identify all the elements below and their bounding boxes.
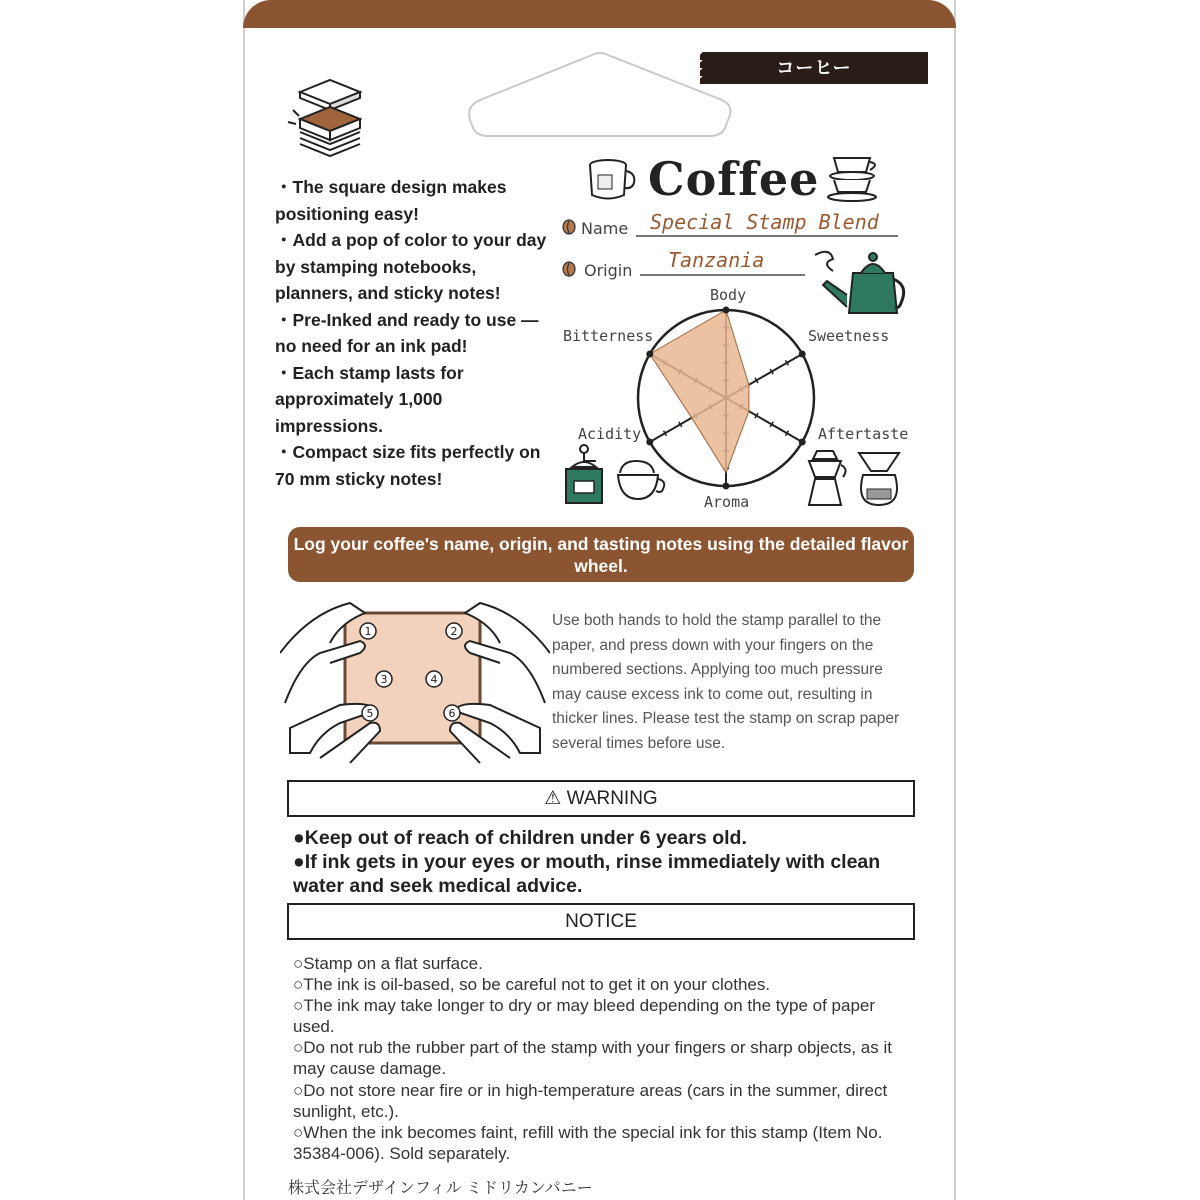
flavor-axis-end-dot <box>646 351 653 358</box>
finger-position-number: 3 <box>380 673 388 686</box>
axis-label-body: Body <box>710 286 747 304</box>
feature-item: ・Add a pop of color to your day by stamping notebooks, planners, and sticky notes! <box>275 230 547 303</box>
axis-label-acidity: Acidity <box>578 425 642 443</box>
flavor-axis-end-dot <box>799 351 806 358</box>
axis-label-bitterness: Bitterness <box>563 327 654 345</box>
moka-pot-and-dripper-icon <box>803 447 908 509</box>
axis-label-aftertaste: Aftertaste <box>818 425 909 443</box>
name-underline <box>636 235 898 237</box>
feature-item: ・The square design makes positioning easy! <box>275 177 507 224</box>
feature-item: ・Pre-Inked and ready to use —no need for an ink pad! <box>275 309 539 356</box>
warning-item: ●Keep out of reach of children under 6 years old. <box>293 827 747 849</box>
warning-header <box>287 780 915 817</box>
hang-hole <box>0 0 1200 160</box>
origin-underline <box>640 274 805 276</box>
warning-title: WARNING <box>566 788 658 809</box>
flavor-wheel-banner: Log your coffee's name, origin, and tasting notes using the detailed flavor wheel. <box>288 527 914 582</box>
flavor-axis-end-dot <box>723 483 730 490</box>
origin-label: Origin <box>584 261 633 280</box>
notice-item: ○Stamp on a flat surface. <box>293 954 483 973</box>
warning-item: ●If ink gets in your eyes or mouth, rinse immediately with clean water and seek medical advice. <box>293 851 881 897</box>
notice-item: ○When the ink becomes faint, refill with the special ink for this stamp (Item No. 35384-006). Sold separately. <box>293 1122 883 1163</box>
notice-header: NOTICE <box>287 903 915 940</box>
flavor-axis-end-dot <box>799 439 806 446</box>
usage-instructions: Use both hands to hold the stamp parallel to the paper, and press down with your fingers on the numbered sections. Applying too much pressure may cause excess ink to come out, resulting in thicker lines. Please test the stamp on scrap paper several times before use. <box>552 612 900 752</box>
feature-item: ・Compact size fits perfectly on 70 mm sticky notes! <box>275 442 541 489</box>
notice-item: ○Do not store near fire or in high-temperature areas (cars in the summer, direct sunlight, etc.). <box>293 1080 888 1121</box>
warning-triangle-icon: ⚠ <box>544 788 562 809</box>
axis-label-sweetness: Sweetness <box>808 327 890 345</box>
stamp-stack-icon <box>285 74 375 169</box>
finger-position-number: 1 <box>364 625 372 638</box>
stacked-cups-icon <box>826 154 886 204</box>
name-value: Special Stamp Blend <box>650 210 879 234</box>
stamp-title: Coffee <box>648 152 820 206</box>
coffee-cup-icon <box>586 155 638 203</box>
grinder-and-latte-icon <box>562 443 672 508</box>
feature-item: ・Each stamp lasts for approximately 1,000 impressions. <box>275 362 464 436</box>
coffee-bean-icon <box>561 261 577 277</box>
category-tag: コーヒー <box>700 52 928 84</box>
notice-item: ○The ink may take longer to dry or may bleed depending on the type of paper used. <box>293 996 876 1037</box>
company-name: 株式会社デザインフィル ミドリカンパニー <box>288 1180 593 1197</box>
feature-list <box>275 174 550 492</box>
flavor-axis-end-dot <box>723 307 730 314</box>
finger-position-number: 2 <box>450 625 458 638</box>
axis-label-aroma: Aroma <box>704 493 750 511</box>
notice-item: ○Do not rub the rubber part of the stamp with your fingers or sharp objects, as it may cause damage. <box>293 1038 892 1079</box>
warning-list <box>293 826 913 898</box>
coffee-bean-icon <box>561 219 577 235</box>
finger-position-number: 6 <box>448 707 456 720</box>
origin-value: Tanzania <box>668 248 765 272</box>
finger-position-number: 5 <box>366 707 374 720</box>
hands-holding-stamp-illustration <box>280 593 550 778</box>
notice-list <box>293 953 913 1164</box>
notice-item: ○The ink is oil-based, so be careful not to get it on your clothes. <box>293 975 771 995</box>
finger-position-number: 4 <box>430 673 438 686</box>
name-label: Name <box>581 219 629 238</box>
